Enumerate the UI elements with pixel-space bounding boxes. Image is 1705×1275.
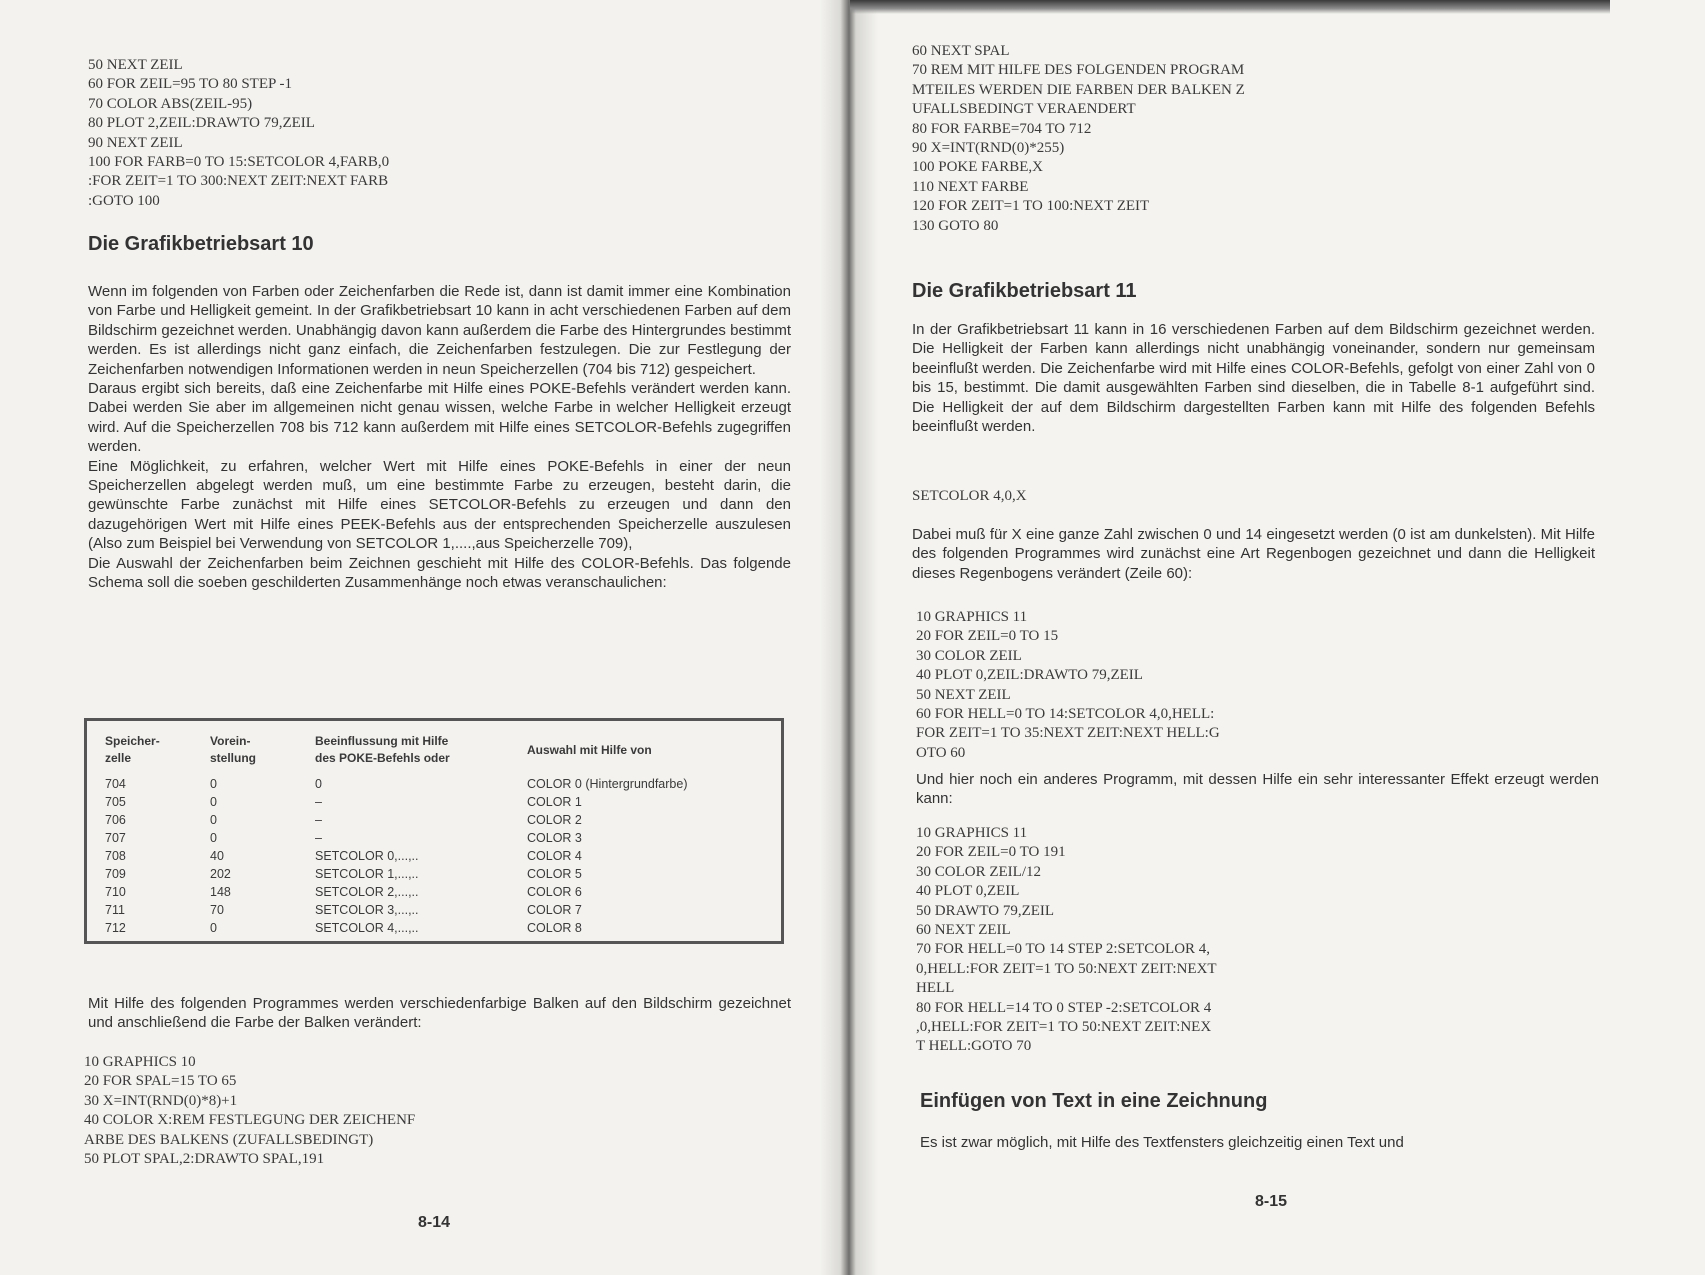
table-cell: 705 — [105, 795, 126, 809]
table-cell: COLOR 4 — [527, 849, 582, 863]
table-header-cell: Vorein- stellung — [210, 734, 257, 765]
table-cell: 0 — [210, 813, 217, 827]
table-cell: – — [315, 813, 322, 827]
table-row — [105, 883, 767, 901]
table-cell: – — [315, 831, 322, 845]
table-row — [105, 775, 767, 793]
page-number-right: 8-15 — [1255, 1193, 1288, 1210]
table-cell: 711 — [105, 903, 125, 917]
table-cell: COLOR 3 — [527, 831, 582, 845]
page-edge-shadow — [850, 0, 1610, 14]
code-listing-top-right: 60 NEXT SPAL 70 REM MIT HILFE DES FOLGENDEN PROGRAM MTEILES WERDEN DIE FARBEN DER BALKEN Z UFALLSBEDINGT VERAENDERT 80 FOR FARBE=704 TO 712 90 X=INT(RND(0)*255) 100 POKE FARBE,X 110 NEXT FARBE 120 FOR ZEIT=1 TO 100:NEXT ZEIT 130 GOTO 80 — [912, 43, 1245, 234]
color-schema-table — [105, 733, 767, 937]
paragraph-another-program: Und hier noch ein anderes Programm, mit dessen Hilfe ein sehr interessanter Effekt erzeugt werden kann: — [916, 771, 1599, 808]
color-schema-table-box — [84, 718, 784, 944]
table-cell: 707 — [105, 831, 126, 845]
table-cell: 704 — [105, 777, 126, 791]
table-row — [105, 829, 767, 847]
page-number-left: 8-14 — [418, 1214, 451, 1231]
table-cell: 0 — [315, 777, 322, 791]
table-cell: 0 — [210, 795, 217, 809]
table-cell: SETCOLOR 2,...,.. — [315, 885, 419, 899]
table-cell: – — [315, 795, 322, 809]
paragraph-text-window: Es ist zwar möglich, mit Hilfe des Textfensters gleichzeitig einen Text und — [920, 1134, 1404, 1151]
table-cell: 709 — [105, 867, 126, 881]
table-cell: SETCOLOR 3,...,.. — [315, 903, 419, 917]
paragraph-after-table: Mit Hilfe des folgenden Programmes werden verschiedenfarbige Balken auf den Bildschirm gezeichnet und anschließend die Farbe der Balken verändert: — [88, 995, 791, 1032]
table-cell: 202 — [210, 867, 231, 881]
body-text-grafik-10 — [88, 282, 791, 593]
paragraph: Wenn im folgenden von Farben oder Zeichenfarben die Rede ist, dann ist damit immer eine Kombination von Farbe und Helligkeit gemeint. In der Grafikbetriebsart 10 kann in acht verschiedenen Farben auf dem Bildschirm gezeichnet werden. Unabhängig davon kann außerdem die Farbe des Hintergrundes bestimmt werden. Es ist allerdings nicht ganz einfach, die Zeichenfarben festzulegen. Die zur Festlegung der Zeichenfarben notwendigen Informationen werden in neun Speicherzellen (704 bis 712) gespeichert. — [88, 283, 791, 378]
code-listing-effect: 10 GRAPHICS 11 20 FOR ZEIL=0 TO 191 30 COLOR ZEIL/12 40 PLOT 0,ZEIL 50 DRAWTO 79,ZEIL 60 NEXT ZEIL 70 FOR HELL=0 TO 14 STEP 2:SETCOLOR 4, 0,HELL:FOR ZEIT=1 TO 50:NEXT ZEIT:NEXT HELL 80 FOR HELL=14 TO 0 STEP -2:SETCOLOR 4 ,0,HELL:FOR ZEIT=1 TO 50:NEXT ZEIT:NEX T HELL:GOTO 70 — [916, 825, 1217, 1055]
paragraph: Eine Möglichkeit, zu erfahren, welcher Wert mit Hilfe eines POKE-Befehls in einer der neun Speicherzellen abgelegt werden muß, um eine bestimmte Farbe zu erzeugen, besteht darin, die gewünschte Farbe zunächst mit Hilfe eines SETCOLOR-Befehls zu erzeugen und dann den dazugehörigen Wert mit Hilfe eines PEEK-Befehls aus der entsprechenden Speicherzelle auszulesen (Also zum Beispiel bei Verwendung von SETCOLOR 1,....,aus Speicherzelle 709), — [88, 457, 791, 553]
table-cell: 40 — [210, 849, 224, 863]
paragraph-grafik-11-intro: In der Grafikbetriebsart 11 kann in 16 verschiedenen Farben auf dem Bildschirm gezeichnet werden. Die Helligkeit der Farben kann allerdings nicht unabhängig voneinander, sondern nur gemeinsam beeinflußt werden. Die Zeichenfarbe wird mit Hilfe eines COLOR-Befehls, gefolgt von einer Zahl von 0 bis 15, bestimmt. Die damit ausgewählten Farben sind dieselben, die in Tabelle 8-1 aufgeführt sind. Die Helligkeit der auf dem Bildschirm dargestellten Farben kann mit Hilfe des folgenden Befehls beeinflußt werden. — [912, 321, 1595, 436]
section-heading-text-in-drawing: Einfügen von Text in eine Zeichnung — [920, 1090, 1268, 1112]
code-listing-bottom-left: 10 GRAPHICS 10 20 FOR SPAL=15 TO 65 30 X=INT(RND(0)*8)+1 40 COLOR X:REM FESTLEGUNG DER ZEICHENF ARBE DES BALKENS (ZUFALLSBEDINGT) 50 PLOT SPAL,2:DRAWTO SPAL,191 — [84, 1054, 416, 1168]
table-cell: 148 — [210, 885, 231, 899]
table-cell: COLOR 5 — [527, 867, 582, 881]
table-row — [105, 901, 767, 919]
table-header-cell: Speicher- zelle — [105, 734, 160, 765]
table-cell: 0 — [210, 777, 217, 791]
table-cell: SETCOLOR 4,...,.. — [315, 921, 419, 935]
setcolor-command: SETCOLOR 4,0,X — [912, 488, 1027, 504]
table-cell: COLOR 7 — [527, 903, 582, 917]
table-row — [105, 811, 767, 829]
table-cell: 712 — [105, 921, 126, 935]
right-page — [850, 0, 1705, 1275]
table-body — [105, 775, 767, 937]
table-cell: SETCOLOR 0,...,.. — [315, 849, 419, 863]
table-header-cell: Beeinflussung mit Hilfe des POKE-Befehls oder — [315, 734, 450, 765]
left-page — [0, 0, 850, 1275]
table-row — [105, 919, 767, 937]
table-cell: COLOR 2 — [527, 813, 582, 827]
table-cell: 706 — [105, 813, 126, 827]
table-cell: 0 — [210, 831, 217, 845]
table-cell: COLOR 0 (Hintergrundfarbe) — [527, 777, 688, 791]
table-cell: COLOR 1 — [527, 795, 582, 809]
table-row — [105, 865, 767, 883]
table-header-cell: Auswahl mit Hilfe von — [527, 742, 652, 757]
table-cell: SETCOLOR 1,...,.. — [315, 867, 419, 881]
paragraph-brightness: Dabei muß für X eine ganze Zahl zwischen 0 und 14 eingesetzt werden (0 ist am dunkelsten). Mit Hilfe des folgenden Programmes wird zunächst eine Art Regenbogen gezeichnet und dann die Helligkeit dieses Regenbogens verändert (Zeile 60): — [912, 526, 1595, 582]
paragraph: Die Auswahl der Zeichenfarben beim Zeichnen geschieht mit Hilfe des COLOR-Befehls. Das folgende Schema soll die soeben geschilderten Zusammenhänge noch etwas veranschaulichen: — [88, 554, 791, 592]
section-heading-grafik-11: Die Grafikbetriebsart 11 — [912, 280, 1137, 302]
paragraph: Daraus ergibt sich bereits, daß eine Zeichenfarbe mit Hilfe eines POKE-Befehls verändert werden kann. Dabei werden Sie aber im allgemeinen nicht genau wissen, welche Farbe in welcher Helligkeit erzeugt wird. Auf die Speicherzellen 708 bis 712 kann außerdem mit Hilfe eines SETCOLOR-Befehls zugegriffen werden. — [88, 380, 791, 456]
code-listing-rainbow: 10 GRAPHICS 11 20 FOR ZEIL=0 TO 15 30 COLOR ZEIL 40 PLOT 0,ZEIL:DRAWTO 79,ZEIL 50 NEXT ZEIL 60 FOR HELL=0 TO 14:SETCOLOR 4,0,HELL: FOR ZEIT=1 TO 35:NEXT ZEIT:NEXT HELL:G OTO 60 — [916, 609, 1220, 761]
table-cell: 710 — [105, 885, 126, 899]
section-heading-grafik-10: Die Grafikbetriebsart 10 — [88, 233, 314, 255]
table-cell: 0 — [210, 921, 217, 935]
table-cell: 70 — [210, 903, 224, 917]
table-cell: COLOR 6 — [527, 885, 582, 899]
table-cell: COLOR 8 — [527, 921, 582, 935]
table-row — [105, 793, 767, 811]
table-cell: 708 — [105, 849, 126, 863]
table-row — [105, 847, 767, 865]
book-gutter-shadow — [820, 0, 878, 1275]
code-listing-top-left: 50 NEXT ZEIL 60 FOR ZEIL=95 TO 80 STEP -1 70 COLOR ABS(ZEIL-95) 80 PLOT 2,ZEIL:DRAWTO 79,ZEIL 90 NEXT ZEIL 100 FOR FARB=0 TO 15:SETCOLOR 4,FARB,0 :FOR ZEIT=1 TO 300:NEXT ZEIT:NEXT FARB :GOTO 100 — [88, 57, 390, 209]
table-header-row — [105, 733, 767, 775]
